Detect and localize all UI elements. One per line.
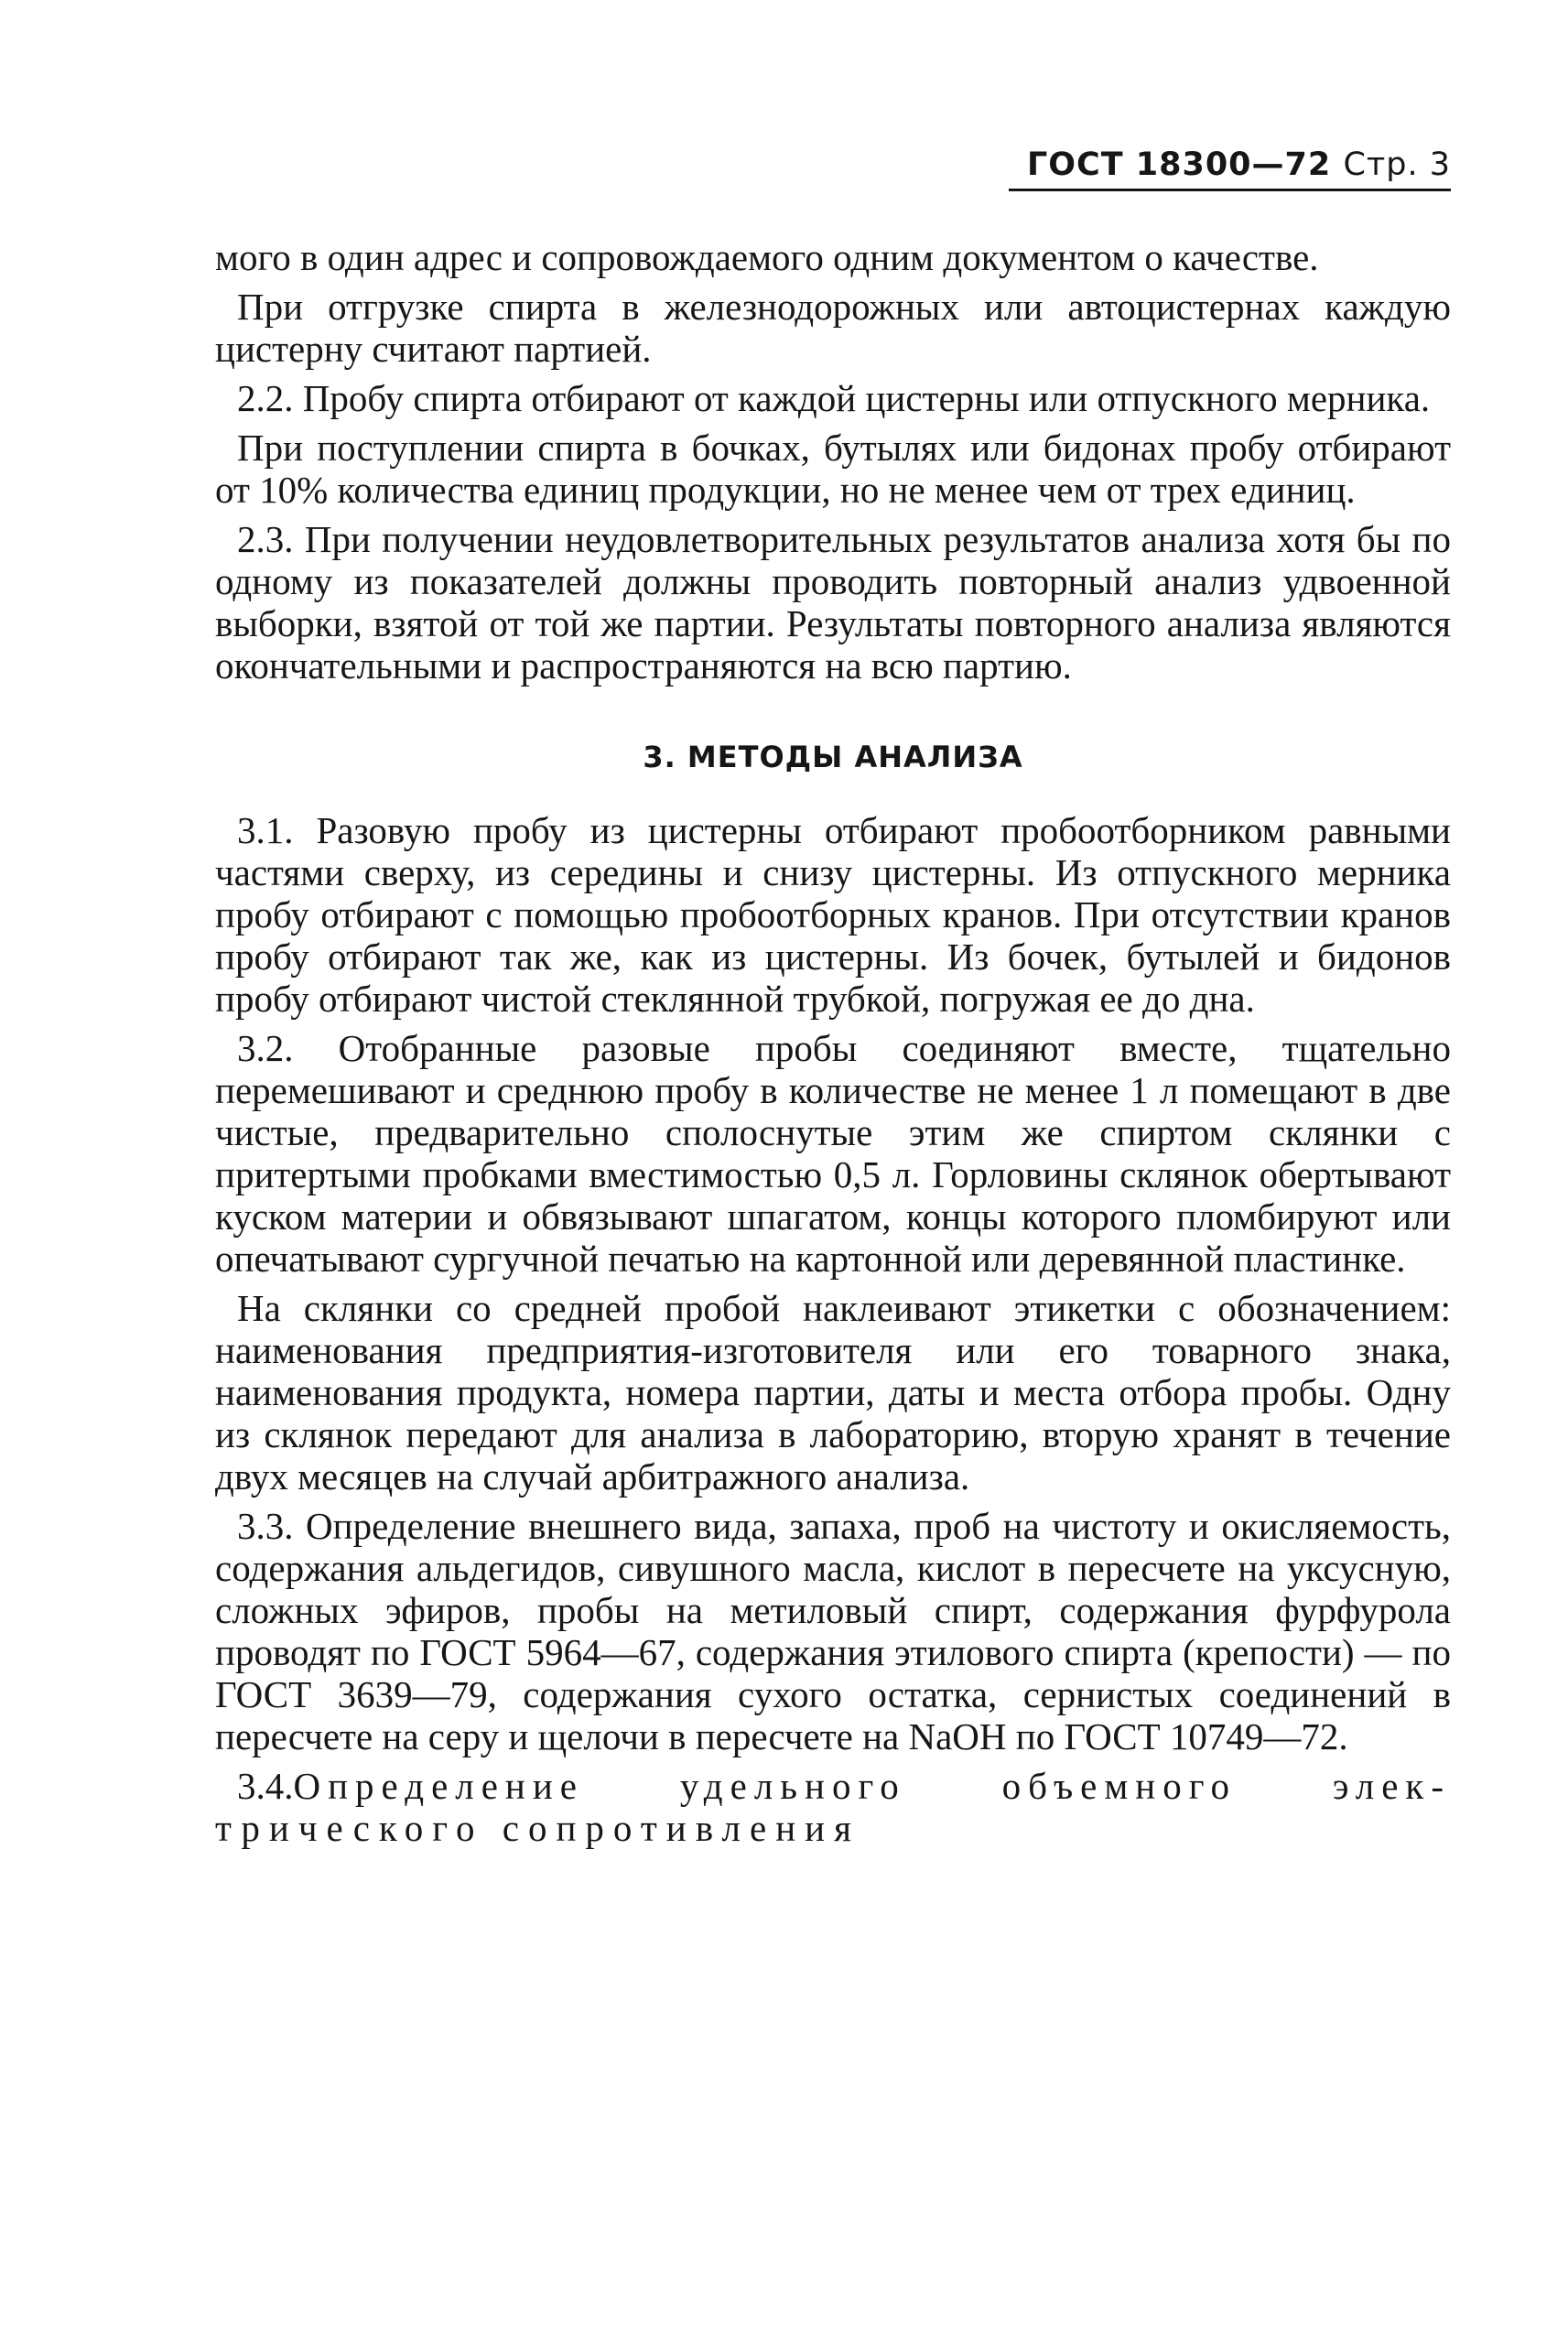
paragraph-3-3: 3.3. Определение внешнего вида, запаха, проб на чистоту и окисляемость, содержания альдегидов, сивушного масла, кислот в пересчете на уксусную, сложных эфиров, пробы на метиловый спирт, содержания фурфурола проводят по ГОСТ 5964—67, содержания этилового спирта (крепости) — по ГОСТ 3639—79, содержания сухого остатка, сернистых соединений в пересчете на серу и щелочи в пересчете на NaOH по ГОСТ 10749—72. <box>215 1505 1451 1757</box>
page-header <box>1009 146 1451 191</box>
paragraph-2-2: 2.2. Пробу спирта отбирают от каждой цистерны или отпускного мерника. <box>237 377 1431 419</box>
paragraph-labels: На склянки со средней пробой наклеивают этикетки с обозначением: наименования предприятия-изготовителя или его товарного знака, наименования продукта, номера партии, даты и места отбора пробы. Одну из склянок передают для анализа в лабораторию, вторую хранят в течение двух месяцев на случай арбитражного анализа. <box>215 1287 1451 1498</box>
page-number: Стр. 3 <box>1343 146 1451 183</box>
paragraph-continuation: мого в один адрес и сопровождаемого одним документом о качестве. <box>215 236 1319 278</box>
section-heading-3: 3. МЕТОДЫ АНАЛИЗА <box>643 740 1023 774</box>
paragraph-tank-shipping: При отгрузке спирта в железнодорожных или автоцистернах каждую цистерну считают партией. <box>215 286 1451 370</box>
paragraph-3-2: 3.2. Отобранные разовые пробы соединяют вместе, тщательно перемешивают и среднюю пробу в количестве не менее 1 л помещают в две чистые, предварительно сполоснутые этим же спиртом склянки с притертыми пробками вместимостью 0,5 л. Горловины склянок обертывают куском материи и обвязывают шпагатом, концы которого пломбируют или опечатывают сургучной печатью на картонной или деревянной пластинке. <box>215 1027 1451 1280</box>
paragraph-barrels-sampling: При поступлении спирта в бочках, бутылях или бидонах пробу отбирают от 10% количества единиц продукции, но не менее чем от трех единиц. <box>215 427 1451 511</box>
item-3-4-word-2: удельного <box>679 1765 906 1807</box>
item-3-4-title <box>215 1765 1451 1849</box>
header-rule <box>1009 146 1451 191</box>
paragraph-3-1: 3.1. Разовую пробу из цистерны отбирают пробоотборником равными частями сверху, из середины и снизу цистерны. Из отпускного мерника пробу отбирают с помощью пробоотборных кранов. При отсутствии кранов пробу отбирают так же, как из цистерны. Из бочек, бутылей и бидонов пробу отбирают чистой стеклянной трубкой, погружая ее до дна. <box>215 809 1451 1020</box>
paragraph-2-3: 2.3. При получении неудовлетворительных результатов анализа хотя бы по одному из показателей должны проводить повторный анализ удвоенной выборки, взятой от той же партии. Результаты повторного анализа являются окончательными и распространяются на всю партию. <box>215 518 1451 687</box>
doc-code: ГОСТ 18300—72 <box>1026 146 1332 183</box>
item-3-4-line2: трического сопротивления <box>215 1807 860 1849</box>
item-3-4-line1 <box>215 1765 1451 1807</box>
item-3-4-word-3: объемного <box>1001 1765 1238 1807</box>
body-text <box>215 236 1451 1849</box>
item-3-4-word-4: элек- <box>1332 1765 1451 1807</box>
item-3-4-number-word: 3.4.Определение <box>237 1765 585 1807</box>
